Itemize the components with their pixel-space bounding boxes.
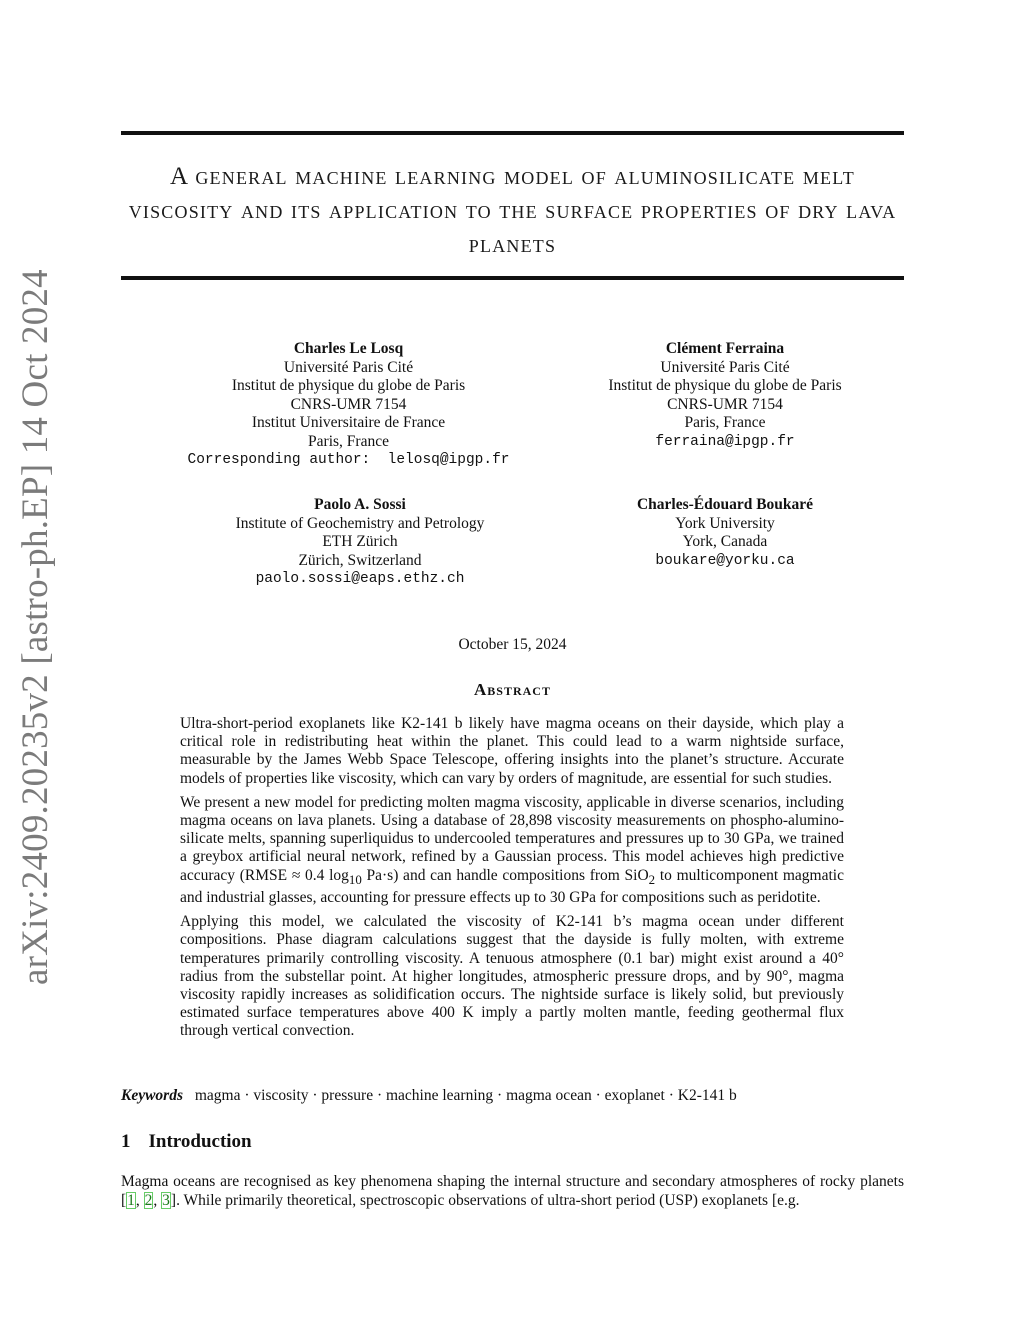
paper-title: A general machine learning model of aluminosilicate melt viscosity and its application to the surface properties of dry lava planets (128, 163, 897, 258)
abstract-body (180, 715, 844, 1047)
abstract-text: Pa·s) and can handle compositions from SiO (361, 866, 649, 884)
intro-text: Magma oceans are recognised as key phenomena shaping the internal structure and secondary atmospheres of rocky planets [ (121, 1173, 904, 1209)
section-title: Introduction (148, 1131, 252, 1152)
author-email-link[interactable]: paolo.sossi@eaps.ethz.ch (255, 571, 465, 587)
author-block-ferraina (575, 340, 875, 451)
citation-link[interactable]: 2 (144, 1191, 153, 1209)
author-block-le-losq (170, 340, 527, 470)
abstract-paragraph (180, 794, 844, 907)
author-affiliation: York, Canada (682, 533, 768, 550)
arxiv-stamp: arXiv:2409.20235v2 [astro-ph.EP] 14 Oct 2024 (15, 269, 56, 985)
author-name: Clément Ferraina (665, 340, 785, 357)
author-affiliation: ETH Zürich (322, 533, 398, 550)
author-affiliation: CNRS-UMR 7154 (290, 395, 407, 413)
abstract-paragraph: Ultra-short-period exoplanets like K2-141 b likely have magma oceans on their dayside, which play a critical role in redistributing heat within the planet. This could lead to a warm nightside surface, measurable by the James Webb Space Telescope, offering insights into the planet’s structure. Accurate models of properties like viscosity, which can vary by orders of magnitude, are essential for such studies. (180, 715, 844, 787)
author-name: Charles Le Losq (293, 340, 404, 357)
intro-paragraph (121, 1173, 904, 1210)
author-email-link[interactable]: boukare@yorku.ca (655, 552, 795, 569)
keywords-line (121, 1087, 737, 1105)
author-email-link[interactable]: Corresponding author: lelosq@ipgp.fr (187, 452, 510, 468)
author-block-sossi (190, 496, 530, 589)
author-affiliation: Paris, France (684, 414, 766, 431)
section-number: 1 (121, 1131, 131, 1152)
abstract-heading: Abstract (474, 680, 551, 699)
section-heading-introduction (121, 1131, 252, 1153)
citation-separator: , (135, 1191, 144, 1209)
author-block-boukare (575, 496, 875, 570)
abstract-text: We present a new model for predicting molten magma viscosity, applicable in diverse scenarios, including magma oceans on lava planets. Using a database of 28,898 viscosity measurements on phospho-alumino-silicate melts, spanning superliquidus to undercooled temperatures and pressures up to 30 GPa, we trained a greybox artificial neural network, refined by a Gaussian process. This model achieves high predictive accuracy (RMSE ≈ 0.4 log (180, 793, 844, 884)
author-affiliation: Institut de physique du globe de Paris (231, 377, 466, 394)
title-rule-bottom (121, 276, 904, 280)
subscript: 10 (348, 871, 362, 887)
abstract-paragraph: Applying this model, we calculated the viscosity of K2-141 b’s magma ocean under different compositions. Phase diagram calculations suggest that the dayside is fully molten, with extreme temperatures primarily controlling viscosity. A tenuous atmosphere (0.1 bar) might exist around a 40° radius from the substellar point. At higher longitudes, atmospheric pressure drops, and by 90°, magma viscosity rapidly increases as solidification occurs. The nightside surface is likely solid, but previously estimated surface temperatures above 400 K imply a partly molten mantle, feeding geothermal flux through vertical convection. (180, 913, 844, 1040)
title-rule-top (121, 131, 904, 135)
author-email-link[interactable]: ferraina@ipgp.fr (655, 433, 795, 450)
citation-separator: , (153, 1191, 162, 1209)
author-affiliation: Université Paris Cité (283, 358, 414, 376)
abstract-text: to multicomponent magmatic and industrial glasses, accounting for pressure effects up to 30 GPa for compositions such as peridotite. (180, 866, 844, 906)
introduction-body (121, 1173, 904, 1210)
keywords-label: Keywords (121, 1087, 183, 1104)
author-affiliation: Université Paris Cité (660, 358, 790, 376)
keywords-list: magma · viscosity · pressure · machine learning · magma ocean · exoplanet · K2-141 b (194, 1087, 737, 1104)
author-name: Paolo A. Sossi (314, 496, 406, 513)
author-affiliation: CNRS-UMR 7154 (667, 395, 783, 413)
author-affiliation: Zürich, Switzerland (298, 551, 422, 569)
author-affiliation: York University (675, 514, 775, 532)
publication-date: October 15, 2024 (458, 636, 567, 653)
author-affiliation: Institute of Geochemistry and Petrology (235, 514, 485, 532)
subscript: 2 (648, 871, 656, 887)
citation-link[interactable]: 1 (127, 1191, 135, 1209)
author-affiliation: Institut Universitaire de France (251, 414, 446, 431)
citation-link[interactable]: 3 (162, 1191, 170, 1209)
author-affiliation: Institut de physique du globe de Paris (608, 377, 842, 394)
author-name: Charles-Édouard Boukaré (636, 496, 814, 513)
intro-text: ]. While primarily theoretical, spectroscopic observations of ultra-short period (USP) exoplanets [e.g. (170, 1191, 800, 1209)
author-affiliation: Paris, France (308, 432, 389, 450)
